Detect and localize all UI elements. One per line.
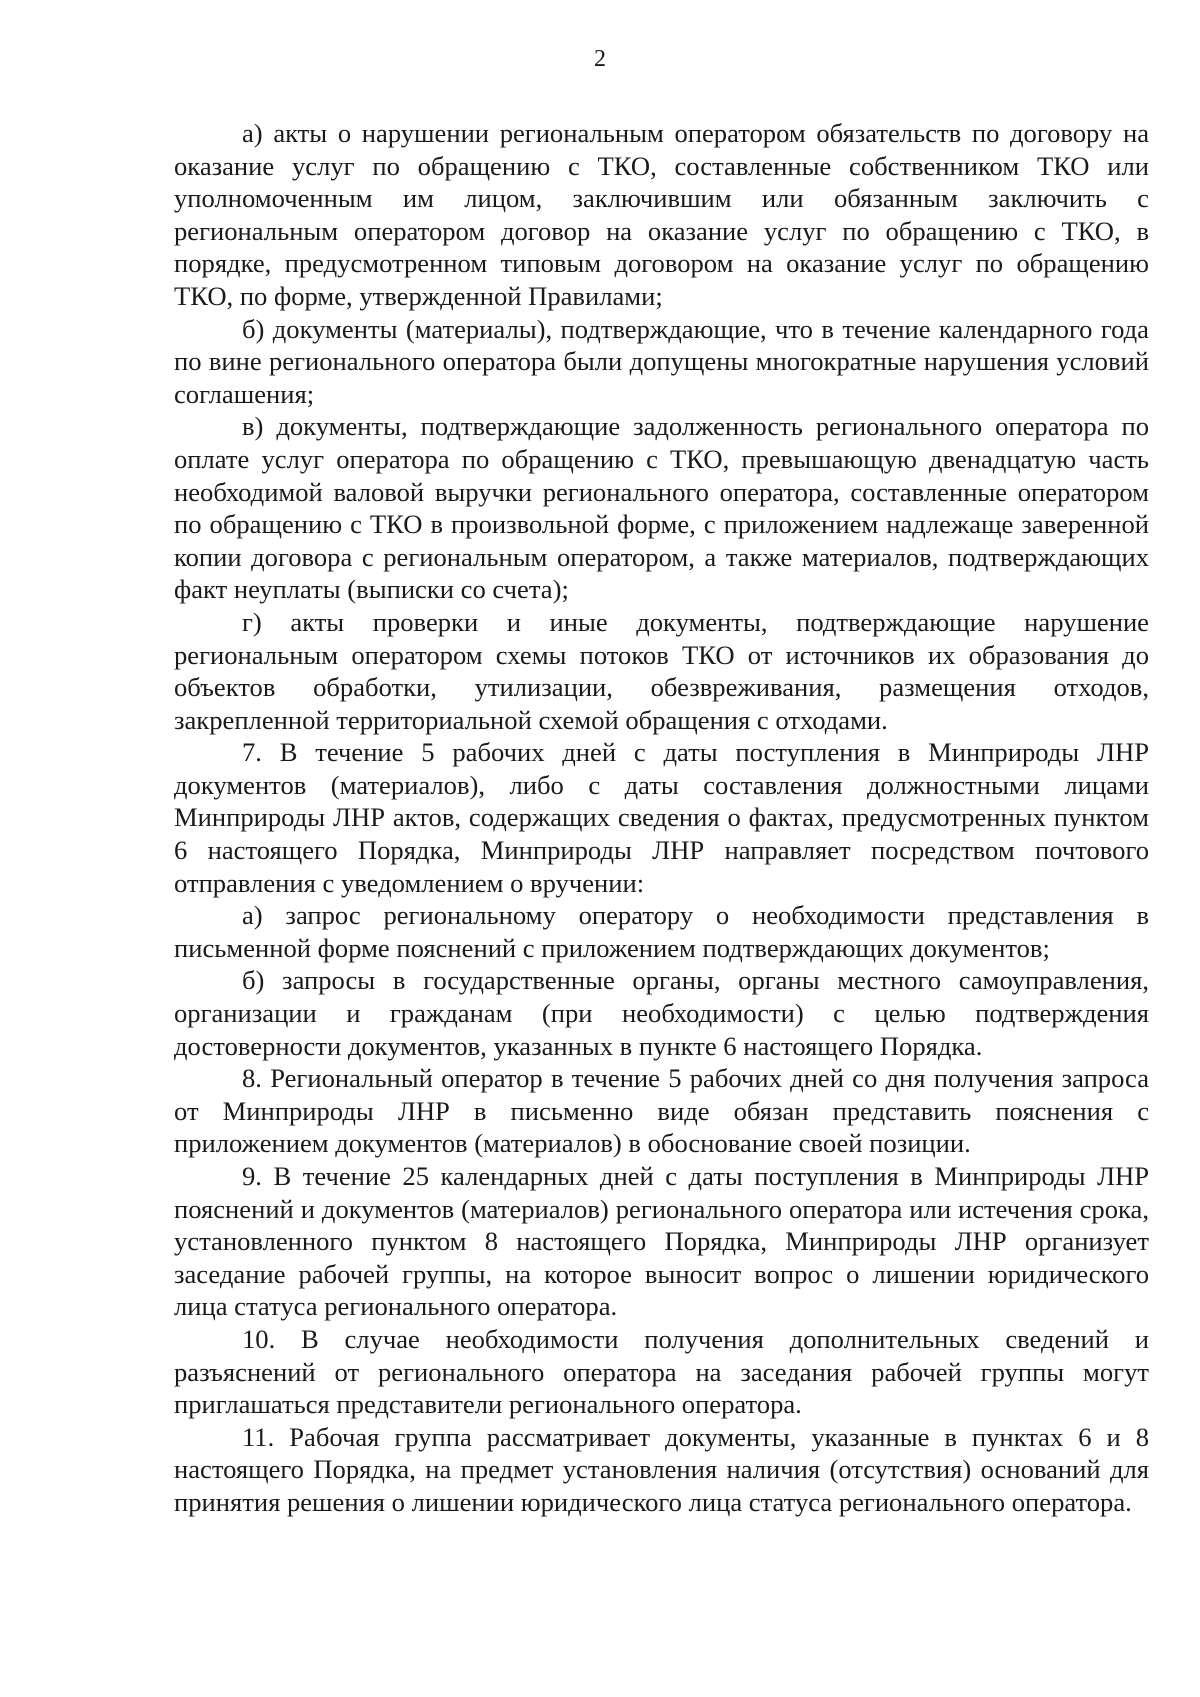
paragraph-clause-7-item-a: а) запрос региональному оператору о необходимости представления в письменной форме пояснений с приложением подтверждающих документов; [174,900,1149,963]
paragraph-item-g-scheme-violation: г) акты проверки и иные документы, подтверждающие нарушение региональным оператором схемы потоков ТКО от источников их образования до объектов обработки, утилизации, обезвреживания, размещения отходов, закрепленной территориальной схемой обращения с отходами. [174,606,1149,735]
paragraph-clause-11: 11. Рабочая группа рассматривает документы, указанные в пунктах 6 и 8 настоящего Порядка, на предмет установления наличия (отсутствия) оснований для принятия решения о лишении юридического лица статуса регионального оператора. [174,1421,1149,1517]
paragraph-clause-8: 8. Региональный оператор в течение 5 рабочих дней со дня получения запроса от Минприроды ЛНР в письменно виде обязан представить пояснения с приложением документов (материалов) в обоснование своей позиции. [174,1063,1149,1159]
paragraph-item-v-debt-documents: в) документы, подтверждающие задолженность регионального оператора по оплате услуг оператора по обращению с ТКО, превышающую двенадцатую часть необходимой валовой выручки регионального оператора, составленные оператором по обращению с ТКО в произвольной форме, с приложением надлежаще заверенной копии договора с региональным оператором, а также материалов, подтверждающих факт неуплаты (выписки со счета); [174,411,1149,605]
paragraph-item-b-repeated-violations: б) документы (материалы), подтверждающие, что в течение календарного года по вине регионального оператора были допущены многократные нарушения условий соглашения; [174,313,1149,409]
paragraph-clause-7: 7. В течение 5 рабочих дней с даты поступления в Минприроды ЛНР документов (материалов), либо с даты составления должностными лицами Минприроды ЛНР актов, содержащих сведения о фактах, предусмотренных пунктом 6 настоящего Порядка, Минприроды ЛНР направляет посредством почтового отправления с уведомлением о вручении: [174,737,1149,898]
document-body [174,117,1149,1519]
paragraph-item-a-violation-acts: а) акты о нарушении региональным оператором обязательств по договору на оказание услуг по обращению с ТКО, составленные собственником ТКО или уполномоченным им лицом, заключившим или обязанным заключить с региональным оператором договор на оказание услуг по обращению с ТКО, в порядке, предусмотренном типовым договором на оказание услуг по обращению ТКО, по форме, утвержденной Правилами; [174,118,1149,311]
paragraph-clause-10: 10. В случае необходимости получения дополнительных сведений и разъяснений от регионального оператора на заседания рабочей группы могут приглашаться представители регионального оператора. [174,1323,1149,1420]
page-number: 2 [594,46,606,72]
paragraph-clause-7-item-b: б) запросы в государственные органы, органы местного самоуправления, организации и гражданам (при необходимости) с целью подтверждения достоверности документов, указанных в пункте 6 настоящего Порядка. [174,965,1149,1061]
paragraph-clause-9: 9. В течение 25 календарных дней с даты поступления в Минприроды ЛНР пояснений и документов (материалов) регионального оператора или истечения срока, установленного пунктом 8 настоящего Порядка, Минприроды ЛНР организует заседание рабочей группы, на которое выносит вопрос о лишении юридического лица статуса регионального оператора. [174,1161,1149,1322]
